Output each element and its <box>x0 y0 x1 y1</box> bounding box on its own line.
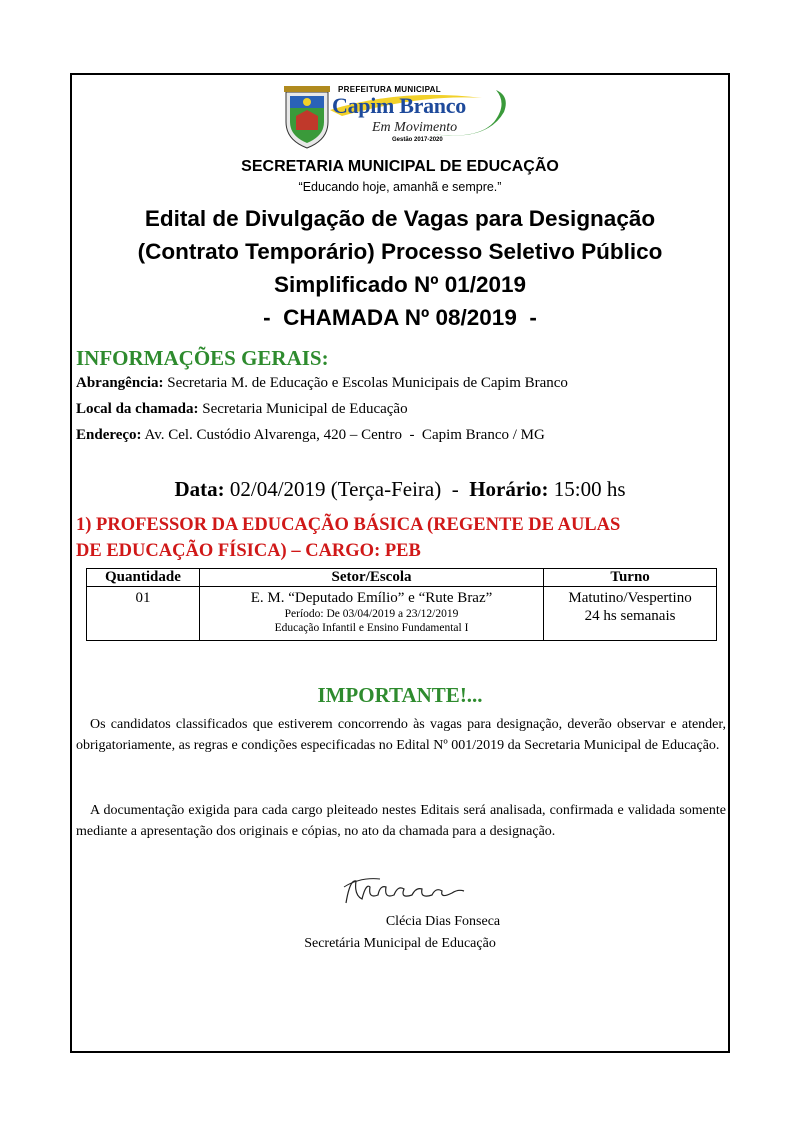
periodo: Período: De 03/04/2019 a 23/12/2019 <box>284 608 459 620</box>
signatory-name: Clécia Dias Fonseca <box>385 914 501 929</box>
header-turno: Turno <box>544 569 717 587</box>
local-value: Secretaria Municipal de Educação <box>198 401 408 417</box>
endereco-value: Av. Cel. Custódio Alvarenga, 420 – Centro - Capim Branco / MG <box>141 427 545 443</box>
local-label: Local da chamada: <box>76 401 199 417</box>
local-line <box>76 401 408 418</box>
abrangencia-line <box>76 375 568 392</box>
logo-gestao: Gestão 2017-2020 <box>392 137 443 143</box>
position-heading <box>76 512 726 564</box>
turno-value: Matutino/Vespertino <box>568 590 692 606</box>
vacancies-table <box>86 568 717 641</box>
header-quantidade: Quantidade <box>87 569 200 587</box>
secretaria-heading: SECRETARIA MUNICIPAL DE EDUCAÇÃO <box>241 158 559 175</box>
abrangencia-value: Secretaria M. de Educação e Escolas Municipais de Capim Branco <box>163 375 568 391</box>
table-header-row <box>87 569 717 587</box>
horario-value: 15:00 hs <box>548 477 626 501</box>
nivel: Educação Infantil e Ensino Fundamental I <box>274 622 469 634</box>
title-line-4: - CHAMADA Nº 08/2019 - <box>263 305 537 330</box>
prefeitura-logo <box>282 82 522 152</box>
title-line-1: Edital de Divulgação de Vagas para Designação <box>144 206 656 231</box>
title-line-2: (Contrato Temporário) Processo Seletivo Público <box>137 239 663 264</box>
important-paragraph-1: Os candidatos classificados que estiverem concorrendo às vagas para designação, deverão observar e atender, obrigatoriamente, as regras e condições especificadas no Edital Nº 001/2019 da Secretaria Municipal de Educação. <box>76 717 726 753</box>
logo-slogan: Em Movimento <box>372 120 458 135</box>
cell-escola <box>199 587 543 641</box>
abrangencia-label: Abrangência: <box>76 375 164 391</box>
carga-value: 24 hs semanais <box>584 608 676 624</box>
signatory-role: Secretária Municipal de Educação <box>304 936 496 951</box>
cell-quantidade: 01 <box>87 587 200 641</box>
table-row <box>87 587 717 641</box>
horario-label: Horário: <box>469 477 549 501</box>
title-line-3: Simplificado Nº 01/2019 <box>273 272 527 297</box>
endereco-label: Endereço: <box>76 427 142 443</box>
logo-city-name: Capim Branco <box>332 93 466 118</box>
header-setor-escola: Setor/Escola <box>199 569 543 587</box>
data-value: 02/04/2019 (Terça-Feira) - <box>224 477 470 501</box>
document-title <box>72 202 728 334</box>
info-heading: INFORMAÇÕES GERAIS: <box>76 346 329 370</box>
position-line-2: DE EDUCAÇÃO FÍSICA) – CARGO: PEB <box>76 541 421 561</box>
escola-name: E. M. “Deputado Emílio” e “Rute Braz” <box>250 590 493 606</box>
motto: “Educando hoje, amanhã e sempre.” <box>298 180 502 194</box>
schedule-line <box>72 477 728 502</box>
important-paragraph-2: A documentação exigida para cada cargo pleiteado nestes Editais será analisada, confirmada e validada somente mediante a apresentação dos originais e cópias, no ato da chamada para a designação. <box>76 803 726 839</box>
signature-image <box>340 873 470 908</box>
important-heading: IMPORTANTE!... <box>317 683 483 707</box>
position-line-1: 1) PROFESSOR DA EDUCAÇÃO BÁSICA (REGENTE DE AULAS <box>76 515 621 535</box>
cell-turno <box>544 587 717 641</box>
endereco-line <box>76 427 545 444</box>
logo-prefeitura-text: PREFEITURA MUNICIPAL <box>338 85 441 94</box>
data-label: Data: <box>174 477 225 501</box>
